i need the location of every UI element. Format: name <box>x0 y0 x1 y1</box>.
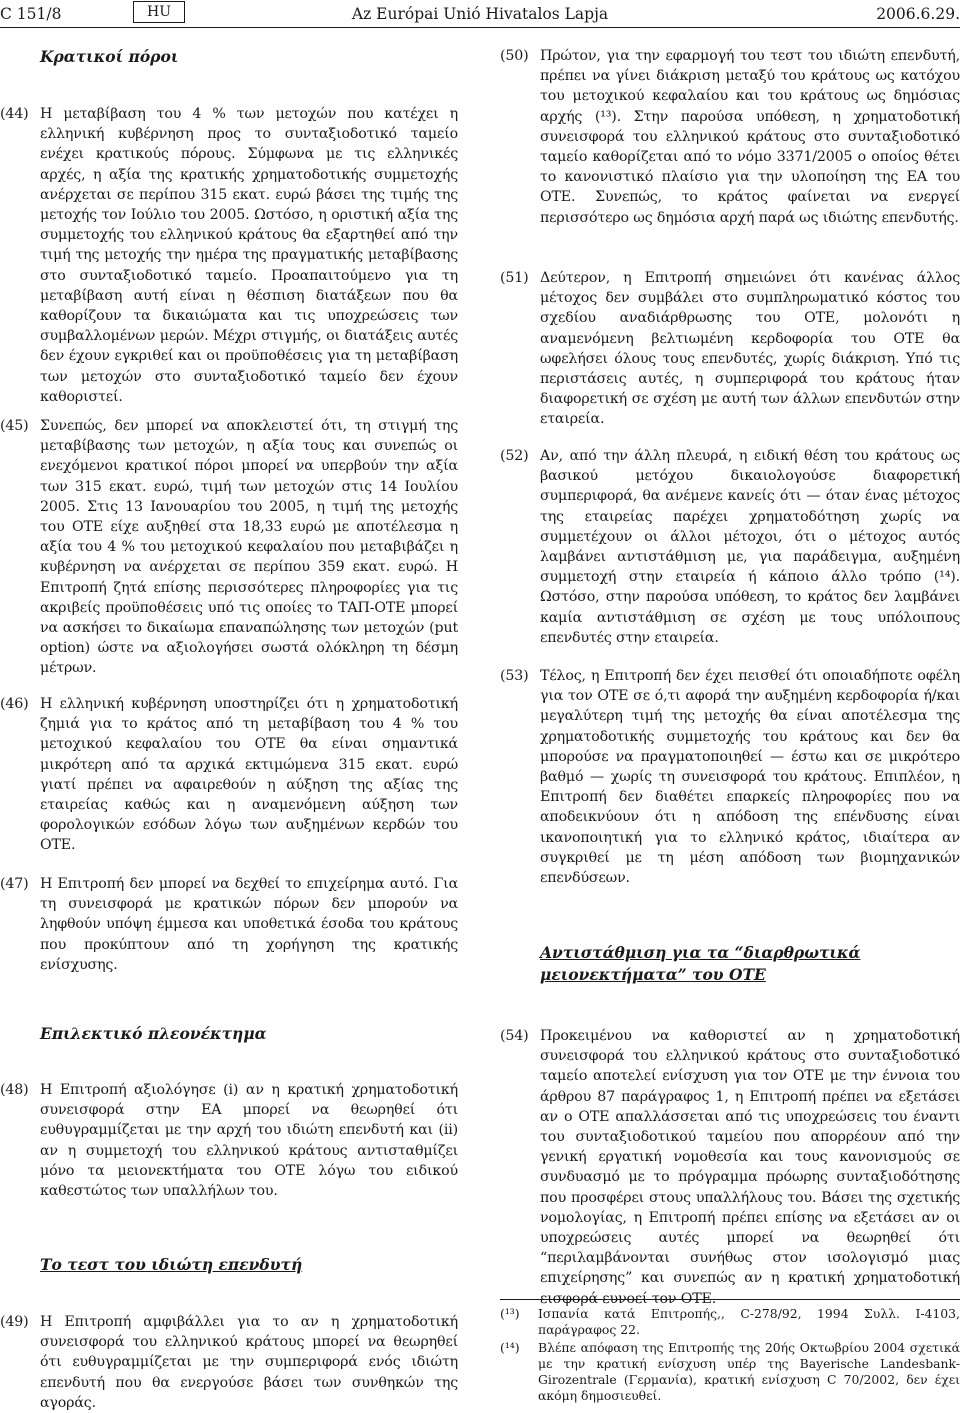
paragraph-number: (52) <box>500 448 529 464</box>
footnote-number: (¹⁴) <box>500 1340 520 1355</box>
paragraph-number: (54) <box>500 1028 529 1044</box>
paragraph-text: Αν, από την άλλη πλευρά, η ειδική θέση του κράτους ως βασικού μετόχου δικαιολογούσε διαφορετική συμπεριφορά, θα ανέμενε κανείς ότι — όταν ένας μέτοχος της εταιρείας παρέχει χρηματοδότηση χωρίς να συμμετέχουν οι άλλοι μέτοχοι, ότι ο μέτοχος αυτός λαμβάνει αντιστάθμιση με, για παράδειγμα, αυξημένη συμμετοχή στην εταιρεία ή κάποιο άλλο τρόπο (¹⁴). Ωστόσο, στην παρούσα υπόθεση, το κράτος δεν λαμβάνει καμία αντιστάθμιση σε σχέση με τους υπόλοιπους επενδυτές στην εταιρεία. <box>540 448 960 646</box>
paragraph-52 <box>500 446 960 648</box>
language-badge: HU <box>133 1 185 23</box>
paragraph-45 <box>0 416 458 679</box>
paragraph-51 <box>500 268 960 430</box>
left-column <box>0 34 458 1411</box>
paragraph-text: Προκειμένου να καθοριστεί αν η χρηματοδοτική συνεισφορά του ελληνικού κράτους στο συνταξιοδοτικό ταμείο αποτελεί ενίσχυση για τον ΟΤΕ με την έννοια του άρθρου 87 παράγραφος 1, η Επιτροπή πρέπει να εξετάσει αν ο ΟΤΕ απαλλάσσεται από τις υποχρεώσεις του έναντι του συνταξιοδοτικού ταμείου που απορρέουν από την γενική εργατική νομοθεσία και τους κανονισμούς σε συνδυασμό με το πρόγραμμα πρόωρης συνταξιοδότησης που προσφέρει στους υπαλλήλους του. Βάσει της σχετικής νομολογίας, η Επιτροπή πρέπει επίσης να εξετάσει αν οι υποχρεώσεις αυτές μπορεί να θεωρηθεί ότι “περιλαμβάνονται συνήθως στον ισολογισμό μιας επιχείρησης” και συνεπώς αν η κρατική χρηματοδοτική εισφορά ευνοεί τον ΟΤΕ. <box>540 1028 960 1307</box>
paragraph-text: Η ελληνική κυβέρνηση υποστηρίζει ότι η χρηματοδοτική ζημιά για το κράτος από τη μεταβίβαση του 4 % του μετοχικού κεφαλαίου του ΟΤΕ θα είναι σημαντικά μικρότερη από τα αρχικά εκτιμώμενα 315 εκατ. ευρώ γιατί πρέπει να αφαιρεθούν η αύξηση της αξίας της εταιρείας καθώς και η αναμενόμενη αύξηση των φορολογικών εσόδων λόγω των αυξημένων κερδών του ΟΤΕ. <box>40 696 458 854</box>
paragraph-text: Συνεπώς, δεν μπορεί να αποκλειστεί ότι, τη στιγμή της μεταβίβασης των μετοχών, η αξία τους και συνεπώς οι ενεχόμενοι κρατικοί πόροι μπορεί να υπερβούν την αξία των 315 εκατ. ευρώ, τιμή των μετοχών στις 14 Ιουλίου 2005. Στις 13 Ιανουαρίου του 2005, η τιμή της μετοχής του ΟΤΕ είχε αυξηθεί στα 18,33 ευρώ με αποτέλεσμα η αξία του 4 % του μετοχικού κεφαλαίου που μεταβιβάζει η κυβέρνηση να ανέρχεται σε περίπου 359 εκατ. ευρώ. Η Επιτροπή ζητά επίσης περισσότερες πληροφορίες για τις ακριβείς προϋποθέσεις υπό τις οποίες το ΤΑΠ-ΟΤΕ μπορεί να ασκήσει το δικαίωμα επαναπώλησης των μετοχών (put option) ώστε να αξιολογήσει σωστά ολόκληρη τη δέσμη μέτρων. <box>40 418 458 677</box>
paragraph-text: Η Επιτροπή αμφιβάλλει για το αν η χρηματοδοτική συνεισφορά του ελληνικού κράτους μπορεί να θεωρηθεί ότι ευθυγραμμίζεται με την συμπεριφορά ενός ιδιώτη επενδυτή που θα ενεργούσε βάσει των συνθηκών της αγοράς. <box>40 1314 458 1411</box>
paragraph-number: (48) <box>0 1082 29 1098</box>
paragraph-number: (47) <box>0 876 29 892</box>
paragraph-number: (46) <box>0 696 29 712</box>
paragraph-53 <box>500 666 960 888</box>
paragraph-text: Τέλος, η Επιτροπή δεν έχει πεισθεί ότι οποιαδήποτε οφέλη για τον ΟΤΕ σε ό,τι αφορά την αυξημένη κερδοφορία ή/και μεγαλύτερη τιμή της μετοχής θα είναι αποτέλεσμα της χρηματοδοτικής συμμετοχής του κράτους και δεν θα μπορούσε να πραγματοποιηθεί — έστω και σε μικρότερο βαθμό — χωρίς τη συνεισφορά του κράτους. Επιπλέον, η Επιτροπή δεν διαθέτει επαρκείς πληροφορίες που να αποδεικνύουν ότι η απόδοση της επένδυσης είναι ικανοποιητική για το ελληνικό κράτος, ιδιαίτερα αν συγκριθεί με τη μέση απόδοση των βιομηχανικών επενδύσεων. <box>540 668 960 887</box>
section-heading-private-investor-test: Το τεστ του ιδιώτη επενδυτή <box>40 1255 303 1274</box>
journal-title: Az Európai Unió Hivatalos Lapja <box>351 5 609 23</box>
paragraph-number: (53) <box>500 668 529 684</box>
paragraph-47 <box>0 874 458 975</box>
paragraph-49 <box>0 1312 458 1413</box>
paragraph-text: Η Επιτροπή δεν μπορεί να δεχθεί το επιχείρημα αυτό. Για τη συνεισφορά με κρατικών πόρων δεν μπορούν να ληφθούν υπόψη έμμεσα και υποθετικά έσοδα του κράτους που προκύπτουν από τη χορήγηση της κρατικής ενίσχυσης. <box>40 876 458 973</box>
paragraph-number: (49) <box>0 1314 29 1330</box>
paragraph-48 <box>0 1080 458 1201</box>
footnotes <box>500 1299 960 1406</box>
paragraph-text: Η μεταβίβαση του 4 % των μετοχών που κατέχει η ελληνική κυβέρνηση προς το συνταξιοδοτικό ταμείο ενέχει κρατικούς πόρους. Σύμφωνα με τις ελληνικές αρχές, η αξία της κρατικής χρηματοδοτικής συμμετοχής ανέρχεται σε περίπου 315 εκατ. ευρώ βάσει της τιμής της μετοχής τον Ιούλιο του 2005. Ωστόσο, η οριστική αξία της συμμετοχής του ελληνικού κράτους θα εξαρτηθεί από την τιμή της μετοχής την ημέρα της πραγματικής μεταβίβασης στο συνταξιοδοτικό ταμείο. Προαπαιτούμενο για τη μεταβίβαση αυτή είναι η θέσπιση διατάξεων που θα καθορίζουν τα δικαιώματα και τις υποχρεώσεις των συμβαλλομένων μερών. Μέχρι στιγμής, οι διατάξεις αυτές δεν έχουν εγκριθεί και οι προϋποθέσεις για τη μεταβίβαση των μετοχών στο συνταξιοδοτικό ταμείο δεν έχουν καθοριστεί. <box>40 106 458 405</box>
footnote-14 <box>500 1340 960 1404</box>
paragraph-number: (51) <box>500 270 529 286</box>
page-number: C 151/8 <box>0 5 62 23</box>
paragraph-text: Η Επιτροπή αξιολόγησε (i) αν η κρατική χρηματοδοτική συνεισφορά στην ΕΑ μπορεί να θεωρηθεί ότι ευθυγραμμίζεται με την αρχή του ιδιώτη επενδυτή και (ii) αν η συμμετοχή του ελληνικού κράτους αντισταθμίζει μόνο τα μειονεκτήματα του ΟΤΕ λόγω του ειδικού καθεστώτος των υπαλλήλων του. <box>40 1082 458 1200</box>
paragraph-44 <box>0 104 458 407</box>
paragraph-number: (44) <box>0 106 29 122</box>
header-rule <box>0 27 960 28</box>
paragraph-text: Πρώτον, για την εφαρμογή του τεστ του ιδιώτη επενδυτή, πρέπει να γίνει διάκριση μεταξύ του κράτους ως κατόχου του μετοχικού κεφαλαίου και του κράτους ως δημόσιας αρχής (¹³). Στην παρούσα υπόθεση, η χρηματοδοτική συνεισφορά του ελληνικού κράτους στο συνταξιοδοτικό ταμείο καθορίζεται από το νόμο 3371/2005 ο οποίος θέτει το κανονιστικό πλαίσιο για την υλοποίηση της ΕΑ του ΟΤΕ. Συνεπώς, το κράτος φαίνεται να ενεργεί περισσότερο ως δημόσια αρχή παρά ως ιδιώτης επενδυτής. <box>540 48 960 226</box>
page-header <box>0 0 960 30</box>
paragraph-50 <box>500 46 960 228</box>
footnote-text: Βλέπε απόφαση της Επιτροπής της 20ής Οκτωβρίου 2004 σχετικά με την κρατική ενίσχυση υπέρ της Bayerische Landesbank-Girozentrale (Γερμανία), κρατική ενίσχυση C 70/2002, δεν έχει ακόμη δημοσιευθεί. <box>538 1340 960 1403</box>
publication-date: 2006.6.29. <box>876 5 960 23</box>
right-column <box>500 34 960 1403</box>
footnote-text: Ισπανία κατά Επιτροπής,, C-278/92, 1994 Συλλ. I-4103, παράγραφος 22. <box>538 1306 960 1337</box>
paragraph-46 <box>0 694 458 856</box>
section-heading-state-resources: Κρατικοί πόροι <box>40 47 179 66</box>
footnote-number: (¹³) <box>500 1306 520 1321</box>
paragraph-number: (50) <box>500 48 529 64</box>
section-heading-selective-advantage: Επιλεκτικό πλεονέκτημα <box>40 1024 267 1043</box>
paragraph-text: Δεύτερον, η Επιτροπή σημειώνει ότι κανένας άλλος μέτοχος δεν συμβάλει στο συμπληρωματικό κόστος του σχεδίου αναδιάρθρωσης του ΟΤΕ, μολονότι η αναμενόμενη βελτιωμένη κερδοφορία του ΟΤΕ θα ωφελήσει όλους τους επενδυτές, χωρίς διάκριση. Υπό τις περιστάσεις αυτές, η συμπεριφορά του κράτους ήταν διαφορετική σε σχέση με αυτή των άλλων επενδυτών στην εταιρεία. <box>540 270 960 428</box>
footnote-13 <box>500 1306 960 1338</box>
paragraph-number: (45) <box>0 418 29 434</box>
section-heading-compensation: Αντιστάθμιση για τα “διαρθρωτικά μειονεκτήματα” του ΟΤΕ <box>540 943 861 984</box>
paragraph-54 <box>500 1026 960 1309</box>
